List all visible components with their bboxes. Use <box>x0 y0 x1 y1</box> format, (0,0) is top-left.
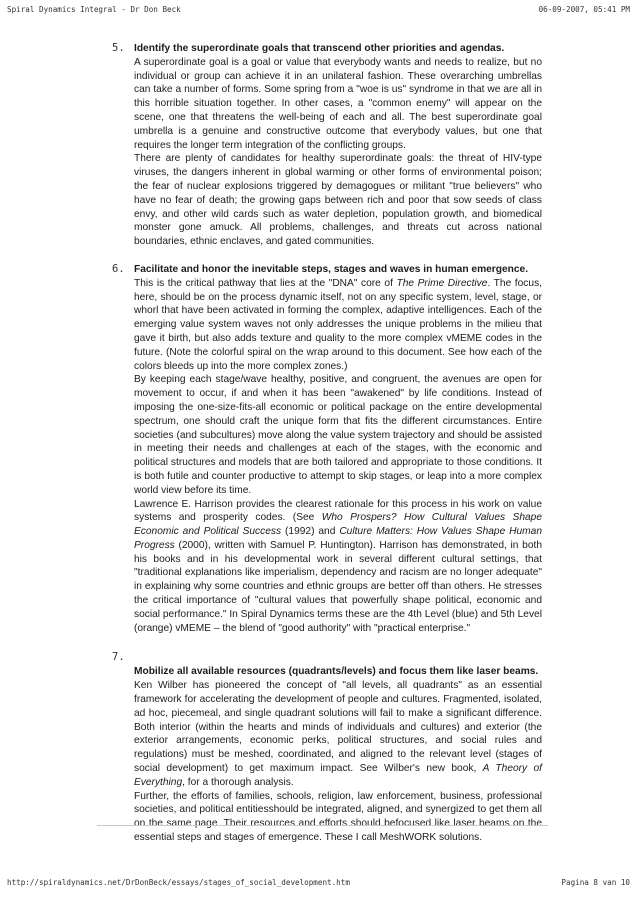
footer-url: http://spiraldynamics.net/DrDonBeck/essays/stages_of_social_development.htm <box>7 878 350 887</box>
item-heading: Identify the superordinate goals that transcend other priorities and agendas. <box>134 43 505 54</box>
header-timestamp: 06-09-2007, 05:41 PM <box>538 5 630 14</box>
item-number: 5. <box>112 42 125 54</box>
item-paragraph: Further, the efforts of families, schools, religion, law enforcement, business, professional societies, and political entitiesshould be integrated, aligned, and synergized to get them all on the same page. Their resources and efforts should befocused like laser beams on the essential steps and stages of emergence. These I call MeshWORK solutions. <box>134 790 542 844</box>
item-paragraph: Lawrence E. Harrison provides the clearest rationale for this process in his work on value systems and prosperity codes. (See Who Prospers? How Cultural Values Shape Economic and Political Success (1992) and Culture Matters: How Values Shape Human Progress (2000), written with Samuel P. Huntington). Harrison has demonstrated, in both his books and in his developmental work in several different cultural settings, that "traditional explanations like imperialism, dependency and racism are no longer adequate" in explaining why some countries and ethnic groups are better off than others. He stresses the critical importance of "cultural values that powerfully shape political, economic and social performance." In Spiral Dynamics terms these are the 4th Level (blue) and 5th Level (orange) vMEME – the blend of "good authority" with "practical enterprise." <box>134 498 542 634</box>
item-paragraph: Ken Wilber has pioneered the concept of "all levels, all quadrants" as an essential framework for accelerating the development of people and cultures. Fragmented, isolated, ad hoc, piecemeal, and single quadrant solutions will fail to make a significant difference. Both interior (within the hearts and minds of individuals and cultures) and exterior (the exterior arrangements, economic perks, political structures, and social rules and regulations) must be meshed, coordinated, and aligned to the relevant level (stages of social development) to get maximum impact. See Wilber's new book, A Theory of Everything, for a thorough analysis. <box>134 680 542 788</box>
item-paragraph: There are plenty of candidates for healthy superordinate goals: the threat of HIV-type viruses, the dangers inherent in global warming or other forms of environmental poison; the fear of nuclear explosions triggered by demagogues or militant "true believers" who have no fear of death; the growing gaps between rich and poor that sow seeds of class envy, and other wild cards such as water depletion, population growth, and biomedical monster gone amuck. All problems, challenges, and threats cut across national boundaries, ethnic enclaves, and gated communities. <box>134 153 542 248</box>
item-paragraph: A superordinate goal is a goal or value that everybody wants and needs to realize, but no individual or group can achieve it in an unilateral fashion. These overarching umbrellas can take a number of forms. Some spring from a "woe is us" syndrome in that we are all in this horrible situation together. In other cases, a "common enemy" will appear on the scene, one that threatens the well-being of each and all. The best superordinate goal umbrella is a genuine and constructive outcome that everybody values, but one that requires the longer term integration of the conflicting groups. <box>134 56 542 151</box>
list-item <box>112 42 542 249</box>
list-item <box>112 263 542 636</box>
page-footer <box>0 878 638 898</box>
header-title: Spiral Dynamics Integral - Dr Don Beck <box>7 5 181 14</box>
item-number: 7. <box>112 651 125 664</box>
list-item <box>112 651 542 844</box>
page-header <box>0 0 638 20</box>
item-number: 6. <box>112 262 125 275</box>
item-heading: Mobilize all available resources (quadrants/levels) and focus them like laser beams. <box>134 666 539 678</box>
item-paragraph: By keeping each stage/wave healthy, positive, and congruent, the avenues are open for movement to occur, if and when it has been "awakened" by life conditions. Instead of imposing the one-size-fits-all economic or political package on the entire developmental spectrum, one should craft the unique form that fits the different circumstances. Entire societies (and subcultures) move along the value system trajectory and should be assisted in meeting their needs and challenges at each of the stages, with the economic and political structures and models that are both tailored and appropriate to those conditions. It is both futile and counter productive to attempt to skip stages, or leap into a more complex world view before its time. <box>134 374 542 496</box>
item-heading: Facilitate and honor the inevitable steps, stages and waves in human emergence. <box>134 263 529 275</box>
footer-page-number: Pagina 8 van 10 <box>561 878 630 887</box>
essay-content <box>112 42 542 845</box>
content-divider <box>97 825 548 826</box>
item-paragraph: This is the critical pathway that lies at the "DNA" core of The Prime Directive. The focus, here, should be on the process dynamic itself, not on any specific system, level, stage, or whorl that have been activated in forming the complex, adaptive intelligences. Each of the emerging value system waves not only addresses the unique problems in the milieu that gave it birth, but also adds texture and quality to the more complex vMEME codes in the future. (Note the colorful spiral on the wrap around to this document. See how each of the colors bleeds up into the more complex zones.) <box>134 277 542 372</box>
